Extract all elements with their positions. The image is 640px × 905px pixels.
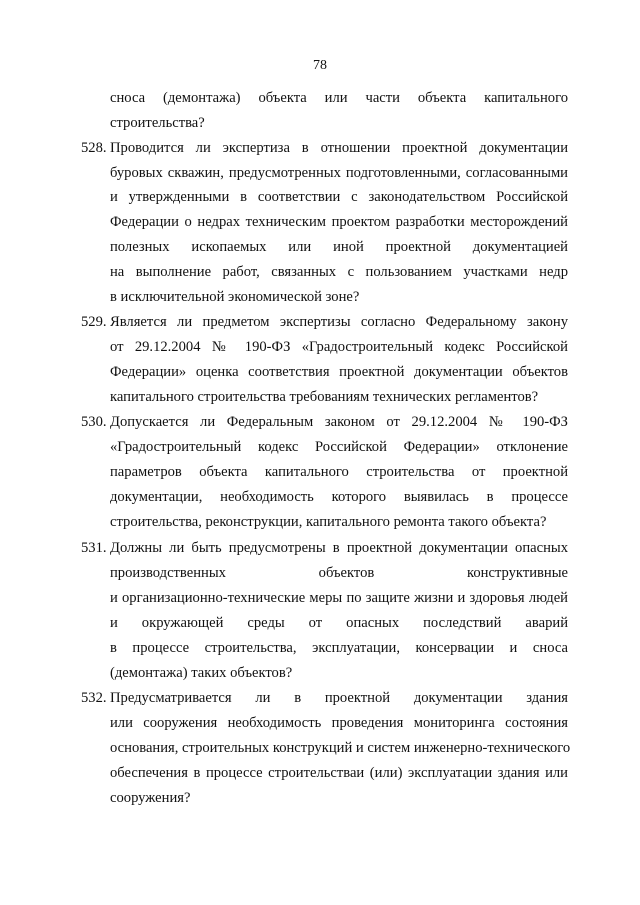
continuation-line-1: сноса (демонтажа) объекта или части объекта капитального xyxy=(110,90,568,106)
item-530-line-2: «Градостроительный кодекс Российской Федерации» отклонение xyxy=(110,439,568,455)
item-529-line-2: от 29.12.2004 № 190-ФЗ «Градостроительный кодекс Российской xyxy=(110,339,568,355)
item-530-line-5: строительства, реконструкции, капитального ремонта такого объекта? xyxy=(110,514,547,530)
continuation-line-2: строительства? xyxy=(110,115,205,131)
item-532-line-3: основания, строительных конструкций и систем инженерно-технического xyxy=(110,740,571,756)
item-531-line-2: производственных объектов конструктивные xyxy=(110,565,568,581)
item-530-line-1: Допускается ли Федеральным законом от 29.12.2004 № 190-ФЗ xyxy=(110,414,568,430)
item-number-529: 529. xyxy=(81,314,107,330)
item-528-line-4: Федерации о недрах техническим проектом разработки месторождений xyxy=(110,214,568,230)
item-531-line-5: в процессе строительства, эксплуатации, консервации и сноса xyxy=(110,640,568,656)
item-530-line-3: параметров объекта капитального строительства от проектной xyxy=(110,464,568,480)
item-number-528: 528. xyxy=(81,140,107,156)
item-528-line-7: в исключительной экономической зоне? xyxy=(110,289,360,305)
item-528-line-3: и утвержденными в соответствии с законодательством Российской xyxy=(110,189,568,205)
item-528-line-6: на выполнение работ, связанных с пользованием участками недр xyxy=(110,264,568,280)
item-532-line-1: Предусматривается ли в проектной документации здания xyxy=(110,690,568,706)
item-number-531: 531. xyxy=(81,540,107,556)
item-number-532: 532. xyxy=(81,690,107,706)
item-531-line-1: Должны ли быть предусмотрены в проектной документации опасных xyxy=(110,540,568,556)
item-529-line-1: Является ли предметом экспертизы согласно Федеральному закону xyxy=(110,314,568,330)
item-529-line-4: капитального строительства требованиям технических регламентов? xyxy=(110,389,539,405)
page-number: 78 xyxy=(313,58,327,73)
item-number-530: 530. xyxy=(81,414,107,430)
item-532-line-2: или сооружения необходимость проведения мониторинга состояния xyxy=(110,715,568,731)
item-529-line-3: Федерации» оценка соответствия проектной документации объектов xyxy=(110,364,568,380)
item-531-line-4: и окружающей среды от опасных последствий аварий xyxy=(110,615,568,631)
item-531-line-3: и организационно-технические меры по защите жизни и здоровья людей xyxy=(110,590,568,606)
item-530-line-4: документации, необходимость которого выявилась в процессе xyxy=(110,489,568,505)
item-532-line-5: сооружения? xyxy=(110,790,191,806)
item-528-line-1: Проводится ли экспертиза в отношении проектной документации xyxy=(110,140,568,156)
item-531-line-6: (демонтажа) таких объектов? xyxy=(110,665,293,681)
item-528-line-5: полезных ископаемых или иной проектной документацией xyxy=(110,239,568,255)
item-532-line-4: обеспечения в процессе строительстваи (или) эксплуатации здания или xyxy=(110,765,568,781)
item-528-line-2: буровых скважин, предусмотренных подготовленными, согласованными xyxy=(110,165,568,181)
